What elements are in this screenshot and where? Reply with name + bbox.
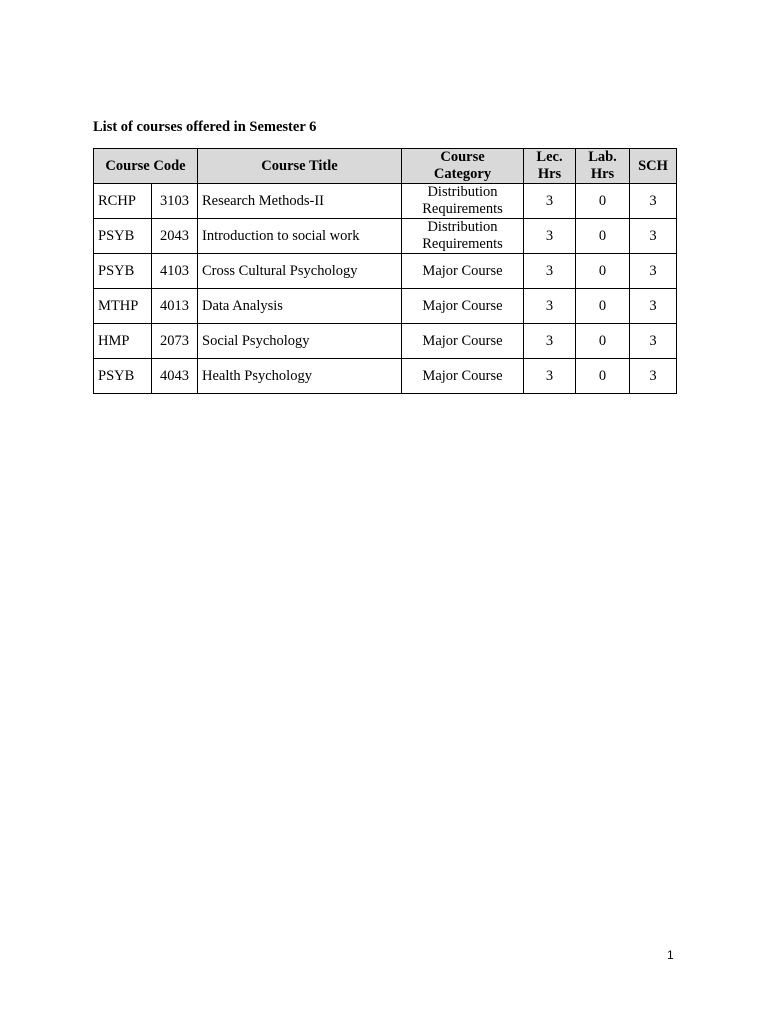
header-course-code: Course Code	[94, 149, 198, 184]
sch-value: 3	[630, 254, 677, 289]
course-title: Health Psychology	[198, 359, 402, 394]
course-title: Data Analysis	[198, 289, 402, 324]
header-course-category	[402, 149, 524, 184]
header-lab-hrs	[576, 149, 630, 184]
course-category	[402, 219, 524, 254]
lec-hrs: 3	[524, 254, 576, 289]
course-category-line1: Distribution	[427, 184, 498, 200]
course-prefix: RCHP	[94, 184, 152, 219]
table-row	[94, 184, 677, 219]
lab-hrs: 0	[576, 289, 630, 324]
table-row	[94, 324, 677, 359]
course-number: 3103	[152, 184, 198, 219]
course-title: Introduction to social work	[198, 219, 402, 254]
lec-hrs: 3	[524, 289, 576, 324]
lab-hrs: 0	[576, 184, 630, 219]
lab-hrs: 0	[576, 324, 630, 359]
sch-value: 3	[630, 324, 677, 359]
header-course-category-line1: Course	[440, 149, 485, 165]
course-category: Major Course	[402, 289, 524, 324]
lec-hrs: 3	[524, 324, 576, 359]
course-number: 4043	[152, 359, 198, 394]
header-lec-line2: Hrs	[537, 166, 562, 182]
table-row	[94, 254, 677, 289]
sch-value: 3	[630, 359, 677, 394]
page-heading: List of courses offered in Semester 6	[93, 119, 317, 135]
header-lec-hrs	[524, 149, 576, 184]
table-row	[94, 219, 677, 254]
lec-hrs: 3	[524, 219, 576, 254]
course-title: Research Methods-II	[198, 184, 402, 219]
page-number: 1	[667, 948, 674, 962]
course-category: Major Course	[402, 254, 524, 289]
course-number: 2073	[152, 324, 198, 359]
course-prefix: HMP	[94, 324, 152, 359]
course-category-line2: Requirements	[422, 201, 503, 217]
course-category-line2: Requirements	[422, 236, 503, 252]
sch-value: 3	[630, 184, 677, 219]
table-row	[94, 289, 677, 324]
header-course-title: Course Title	[198, 149, 402, 184]
course-prefix: MTHP	[94, 289, 152, 324]
lab-hrs: 0	[576, 219, 630, 254]
course-prefix: PSYB	[94, 359, 152, 394]
course-category: Major Course	[402, 359, 524, 394]
course-number: 2043	[152, 219, 198, 254]
lab-hrs: 0	[576, 254, 630, 289]
course-title: Cross Cultural Psychology	[198, 254, 402, 289]
course-category-line1: Distribution	[427, 219, 498, 235]
lec-hrs: 3	[524, 359, 576, 394]
course-prefix: PSYB	[94, 254, 152, 289]
lec-hrs: 3	[524, 184, 576, 219]
course-category: Major Course	[402, 324, 524, 359]
header-lec-line1: Lec.	[536, 149, 563, 165]
courses-table	[93, 148, 677, 394]
sch-value: 3	[630, 219, 677, 254]
lab-hrs: 0	[576, 359, 630, 394]
course-number: 4013	[152, 289, 198, 324]
table-header-row	[94, 149, 677, 184]
course-title: Social Psychology	[198, 324, 402, 359]
course-prefix: PSYB	[94, 219, 152, 254]
course-number: 4103	[152, 254, 198, 289]
header-course-category-line2: Category	[433, 166, 492, 182]
header-sch: SCH	[630, 149, 677, 184]
header-lab-line1: Lab.	[588, 149, 617, 165]
course-category	[402, 184, 524, 219]
sch-value: 3	[630, 289, 677, 324]
header-lab-line2: Hrs	[590, 166, 615, 182]
table-row	[94, 359, 677, 394]
